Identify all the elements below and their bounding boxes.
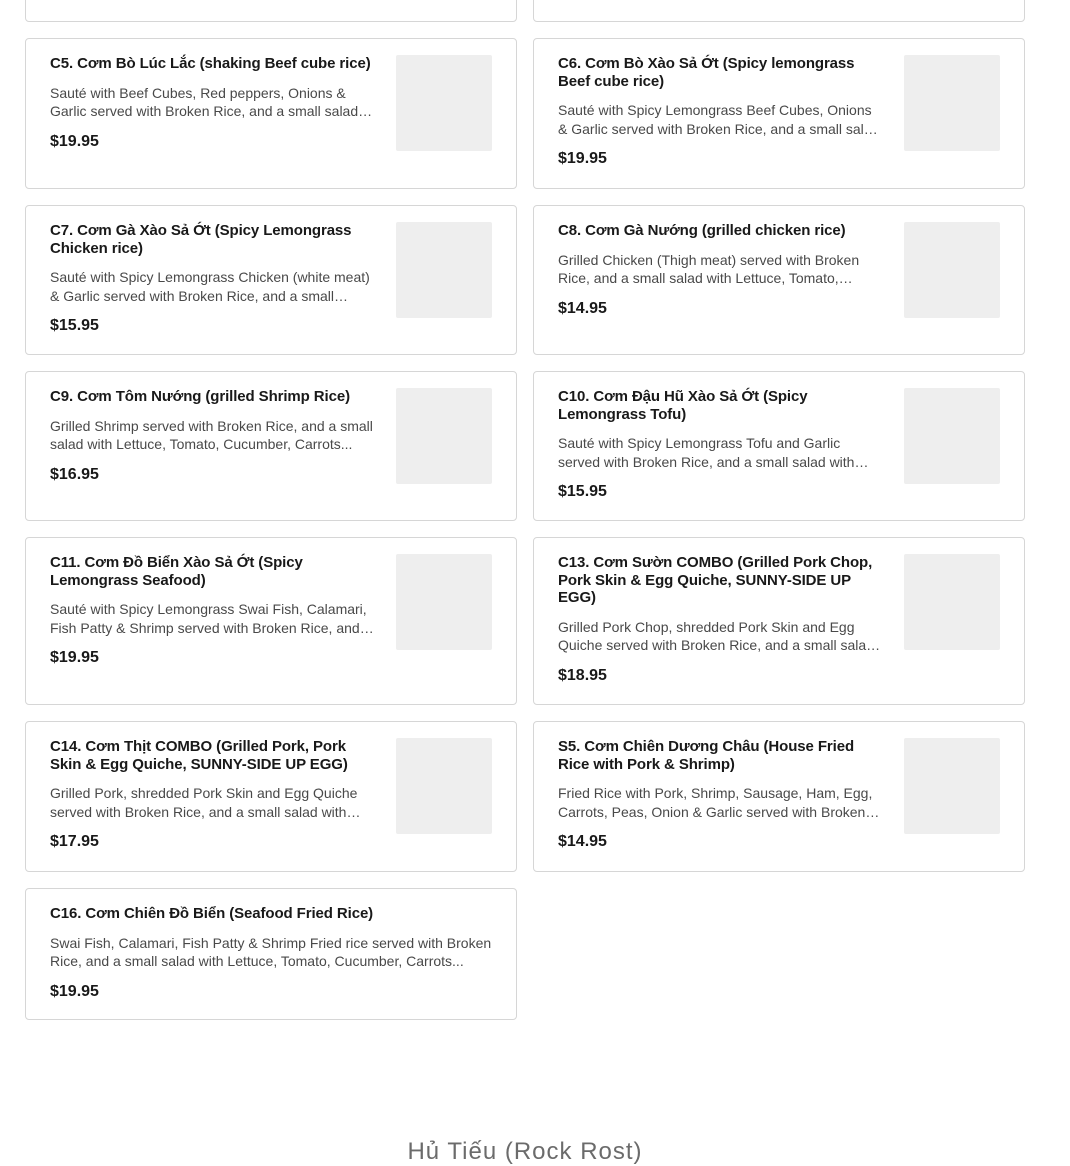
menu-item-title: S5. Cơm Chiên Dương Châu (House Fried Rice with Pork & Shrimp) (558, 738, 855, 773)
menu-item-price: $15.95 (50, 317, 99, 334)
menu-item-description: Sauté with Beef Cubes, Red peppers, Onions & Garlic served with Broken Rice, and a small salad (50, 84, 359, 119)
menu-item-image (396, 55, 492, 151)
menu-item-price: $18.95 (558, 666, 607, 684)
menu-item-card-partial[interactable] (25, 0, 517, 22)
menu-item-card-partial[interactable] (533, 0, 1025, 22)
menu-item-image (396, 738, 492, 834)
menu-item-description: Grilled Pork, shredded Pork Skin and Egg Quiche served with Broken Rice, and a small salad with (50, 785, 358, 820)
menu-item-title: C13. Cơm Sườn COMBO (Grilled Pork Chop, Pork Skin & Egg Quiche, SUNNY-SIDE UP EGG) (558, 554, 873, 606)
menu-item-price: $19.95 (558, 150, 607, 167)
menu-item-price: $14.95 (558, 833, 607, 850)
menu-item-card[interactable] (25, 38, 517, 189)
menu-item-title: C8. Cơm Gà Nướng (grilled chicken rice) (558, 222, 846, 239)
menu-item-description: Sauté with Spicy Lemongrass Tofu and Garlic served with Broken Rice, and a small salad with (558, 435, 855, 470)
menu-item-card[interactable] (25, 371, 517, 521)
menu-item-title: C16. Cơm Chiên Đồ Biển (Seafood Fried Rice) (50, 905, 374, 922)
menu-item-card[interactable] (533, 371, 1025, 521)
menu-item-description: Sauté with Spicy Lemongrass Swai Fish, Calamari, Fish Patty & Shrimp served with Broken Rice, and a (50, 601, 372, 636)
menu-item-description: Grilled Chicken (Thigh meat) served with Broken Rice, and a small salad with Lettuce, Tomato, (558, 251, 860, 286)
menu-item-card[interactable] (25, 205, 517, 355)
menu-item-image (396, 388, 492, 484)
section-heading: Hủ Tiếu (Rock Rost) (407, 1138, 643, 1165)
menu-item-price: $16.95 (50, 465, 99, 483)
menu-item-price: $17.95 (50, 833, 99, 850)
menu-item-description: Grilled Pork Chop, shredded Pork Skin and Egg Quiche served with Broken Rice, and a small salad (558, 618, 874, 653)
menu-item-description: Sauté with Spicy Lemongrass Chicken (white meat) & Garlic served with Broken Rice, and a small (50, 269, 370, 304)
menu-item-description: Fried Rice with Pork, Shrimp, Sausage, Ham, Egg, Carrots, Peas, Onion & Garlic served with Broken (558, 785, 873, 820)
menu-item-card[interactable] (25, 537, 517, 705)
menu-item-image (396, 222, 492, 318)
menu-item-title: C11. Cơm Đồ Biển Xào Sả Ớt (Spicy Lemongrass Seafood) (50, 554, 303, 589)
menu-item-card[interactable] (533, 721, 1025, 872)
menu-item-title: C5. Cơm Bò Lúc Lắc (shaking Beef cube rice) (50, 55, 371, 72)
menu-item-image (904, 55, 1000, 151)
menu-item-title: C9. Cơm Tôm Nướng (grilled Shrimp Rice) (50, 388, 350, 405)
menu-item-image (904, 554, 1000, 650)
menu-item-card[interactable] (533, 205, 1025, 355)
menu-item-card[interactable] (25, 888, 517, 1020)
menu-item-title: C14. Cơm Thịt COMBO (Grilled Pork, Pork Skin & Egg Quiche, SUNNY-SIDE UP EGG) (50, 738, 348, 773)
menu-item-price: $19.95 (50, 132, 99, 150)
menu-item-image (396, 554, 492, 650)
menu-item-title: C10. Cơm Đậu Hũ Xào Sả Ớt (Spicy Lemongrass Tofu) (558, 388, 808, 423)
menu-item-card[interactable] (533, 38, 1025, 189)
menu-item-price: $19.95 (50, 982, 99, 1000)
menu-item-description: Swai Fish, Calamari, Fish Patty & Shrimp Fried rice served with Broken Rice, and a small salad with Lettuce, Tomato, Cucumber, Carrots... (50, 934, 492, 969)
menu-item-price: $15.95 (558, 483, 607, 500)
menu-item-description: Grilled Shrimp served with Broken Rice, and a small salad with Lettuce, Tomato, Cucumber, Carrots... (50, 417, 373, 452)
menu-item-image (904, 738, 1000, 834)
menu-item-image (904, 222, 1000, 318)
menu-item-image (904, 388, 1000, 484)
menu-item-price: $19.95 (50, 649, 99, 666)
menu-item-title: C7. Cơm Gà Xào Sả Ớt (Spicy Lemongrass Chicken rice) (50, 222, 352, 257)
menu-item-description: Sauté with Spicy Lemongrass Beef Cubes, Onions & Garlic served with Broken Rice, and a small salad (558, 102, 880, 137)
menu-item-card[interactable] (25, 721, 517, 872)
menu-item-price: $14.95 (558, 299, 607, 317)
menu-item-title: C6. Cơm Bò Xào Sả Ớt (Spicy lemongrass Beef cube rice) (558, 55, 855, 90)
menu-item-card[interactable] (533, 537, 1025, 705)
